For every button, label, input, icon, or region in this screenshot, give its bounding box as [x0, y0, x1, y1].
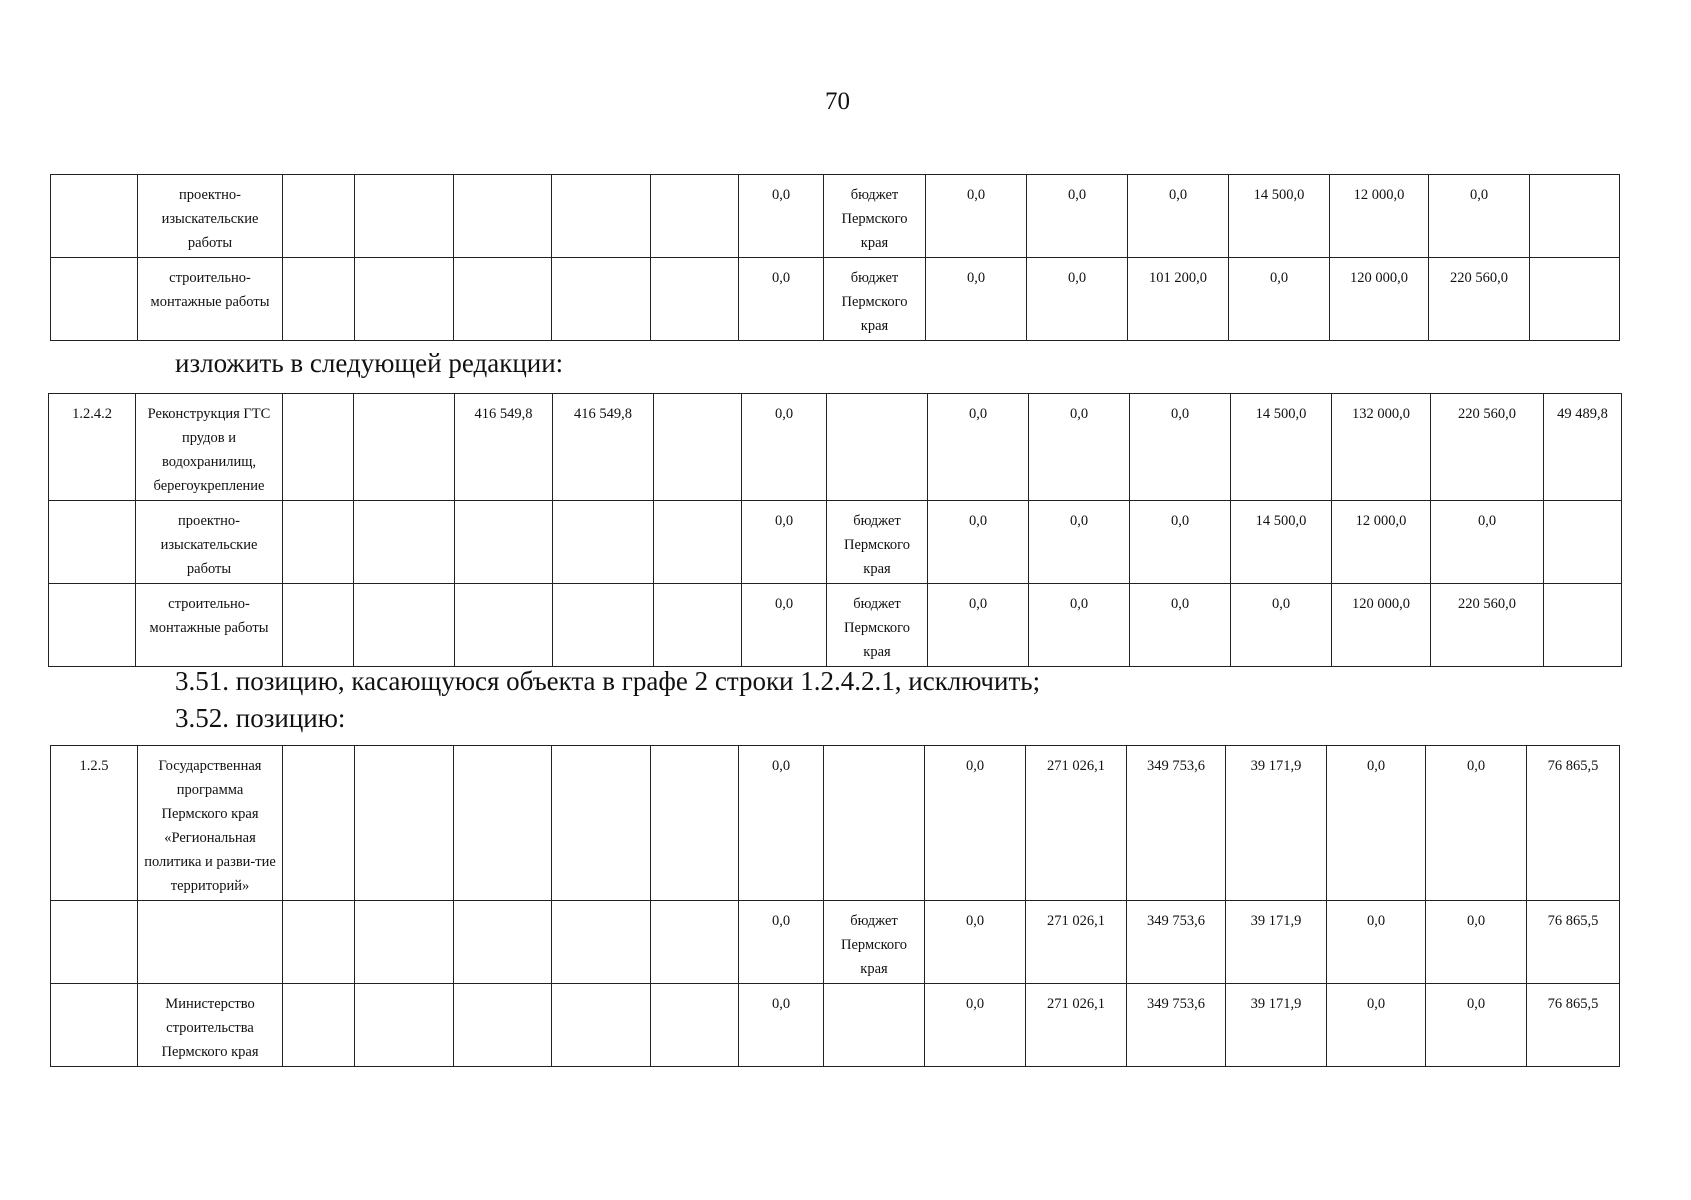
cell-col12: 101 200,0: [1128, 258, 1229, 341]
cell-name: Министерство строительства Пермского края: [138, 984, 283, 1067]
cell-col15: 220 560,0: [1431, 394, 1544, 501]
cell-source: бюджет Пермского края: [827, 501, 928, 584]
cell-col13: 0,0: [1229, 258, 1330, 341]
cell-col14: 120 000,0: [1330, 258, 1429, 341]
table-old-wording: [50, 174, 1620, 341]
cell-col8: 0,0: [742, 584, 827, 667]
cell-col8: 0,0: [739, 984, 824, 1067]
cell-col10: 0,0: [926, 258, 1027, 341]
cell-number: 1.2.5: [51, 746, 138, 901]
cell-col13: 39 171,9: [1226, 984, 1327, 1067]
cell-col11: 271 026,1: [1026, 746, 1127, 901]
cell-col7: [654, 584, 742, 667]
cell-col11: 0,0: [1029, 394, 1130, 501]
cell-col10: 0,0: [928, 501, 1029, 584]
cell-col5: [455, 584, 553, 667]
cell-col16: 49 489,8: [1544, 394, 1622, 501]
cell-col13: 0,0: [1231, 584, 1332, 667]
cell-col15: 220 560,0: [1431, 584, 1544, 667]
cell-source: бюджет Пермского края: [824, 175, 926, 258]
cell-col4: [354, 501, 455, 584]
cell-col7: [654, 501, 742, 584]
cell-col13: 39 171,9: [1226, 901, 1327, 984]
cell-col8: 0,0: [739, 746, 824, 901]
cell-col14: 0,0: [1327, 901, 1426, 984]
cell-source: [824, 984, 925, 1067]
table-row: [51, 984, 1620, 1067]
cell-col11: 0,0: [1027, 258, 1128, 341]
table-row: [51, 901, 1620, 984]
cell-col7: [651, 984, 739, 1067]
cell-col6: [553, 584, 654, 667]
item-3-52: 3.52. позицию:: [175, 703, 346, 733]
cell-name: строительно-монтажные работы: [136, 584, 283, 667]
cell-col3: [283, 175, 355, 258]
cell-col6: [552, 258, 651, 341]
cell-col10: 0,0: [928, 394, 1029, 501]
cell-col16: 76 865,5: [1527, 901, 1620, 984]
table-row: [51, 258, 1620, 341]
cell-col4: [354, 584, 455, 667]
cell-col6: [552, 901, 651, 984]
cell-col5: 416 549,8: [455, 394, 553, 501]
cell-col15: 0,0: [1426, 901, 1527, 984]
cell-col4: [355, 984, 454, 1067]
cell-col16: [1530, 175, 1620, 258]
cell-col10: 0,0: [926, 175, 1027, 258]
cell-col15: 0,0: [1426, 984, 1527, 1067]
cell-col5: [454, 175, 552, 258]
instruction-text: изложить в следующей редакции:: [175, 348, 564, 378]
cell-col3: [283, 394, 354, 501]
cell-number: [49, 501, 136, 584]
cell-col3: [283, 901, 355, 984]
cell-col12: 0,0: [1128, 175, 1229, 258]
cell-col12: 349 753,6: [1127, 901, 1226, 984]
cell-col5: [454, 746, 552, 901]
cell-col11: 271 026,1: [1026, 901, 1127, 984]
cell-number: [49, 584, 136, 667]
cell-col14: 0,0: [1327, 984, 1426, 1067]
cell-col8: 0,0: [739, 175, 824, 258]
cell-col3: [283, 984, 355, 1067]
table-row: [49, 501, 1622, 584]
cell-col3: [283, 501, 354, 584]
cell-name: проектно-изыскательские работы: [136, 501, 283, 584]
cell-name: Государственная программа Пермского края «Региональная политика и разви-тие территорий»: [138, 746, 283, 901]
cell-col14: 12 000,0: [1330, 175, 1429, 258]
cell-source: бюджет Пермского края: [827, 584, 928, 667]
cell-name: проектно-изыскательские работы: [138, 175, 283, 258]
cell-col5: [454, 984, 552, 1067]
cell-col6: [552, 984, 651, 1067]
cell-col16: [1530, 258, 1620, 341]
cell-col6: [552, 175, 651, 258]
cell-col4: [355, 746, 454, 901]
cell-col7: [651, 746, 739, 901]
cell-col15: 220 560,0: [1429, 258, 1530, 341]
cell-col12: 349 753,6: [1127, 746, 1226, 901]
cell-col13: 14 500,0: [1231, 501, 1332, 584]
cell-col13: 39 171,9: [1226, 746, 1327, 901]
cell-col16: [1544, 501, 1622, 584]
cell-col3: [283, 258, 355, 341]
cell-col10: 0,0: [925, 984, 1026, 1067]
cell-source: [827, 394, 928, 501]
cell-number: [51, 175, 138, 258]
cell-col4: [355, 175, 454, 258]
cell-col3: [283, 746, 355, 901]
cell-col11: 0,0: [1029, 501, 1130, 584]
cell-col11: 0,0: [1029, 584, 1130, 667]
cell-col10: 0,0: [925, 746, 1026, 901]
cell-col4: [355, 901, 454, 984]
cell-col16: 76 865,5: [1527, 746, 1620, 901]
cell-col3: [283, 584, 354, 667]
table-new-wording: [48, 393, 1622, 667]
cell-number: [51, 901, 138, 984]
cell-col15: 0,0: [1426, 746, 1527, 901]
table-row: [49, 584, 1622, 667]
cell-col10: 0,0: [928, 584, 1029, 667]
cell-col14: 132 000,0: [1332, 394, 1431, 501]
cell-source: [824, 746, 925, 901]
cell-col6: 416 549,8: [553, 394, 654, 501]
cell-col12: 0,0: [1130, 584, 1231, 667]
cell-col11: 0,0: [1027, 175, 1128, 258]
cell-col6: [552, 746, 651, 901]
cell-col11: 271 026,1: [1026, 984, 1127, 1067]
cell-col16: 76 865,5: [1527, 984, 1620, 1067]
cell-number: [51, 258, 138, 341]
cell-col12: 349 753,6: [1127, 984, 1226, 1067]
cell-col8: 0,0: [739, 258, 824, 341]
cell-source: бюджет Пермского края: [824, 901, 925, 984]
cell-col14: 0,0: [1327, 746, 1426, 901]
cell-col8: 0,0: [742, 394, 827, 501]
cell-col4: [355, 258, 454, 341]
cell-col13: 14 500,0: [1229, 175, 1330, 258]
cell-col16: [1544, 584, 1622, 667]
cell-col12: 0,0: [1130, 501, 1231, 584]
table-position-1-2-5: [50, 745, 1620, 1067]
cell-col8: 0,0: [739, 901, 824, 984]
cell-col12: 0,0: [1130, 394, 1231, 501]
cell-number: 1.2.4.2: [49, 394, 136, 501]
cell-col15: 0,0: [1429, 175, 1530, 258]
cell-col14: 120 000,0: [1332, 584, 1431, 667]
cell-col13: 14 500,0: [1231, 394, 1332, 501]
cell-name: Реконструкция ГТС прудов и водохранилищ, берегоукрепление: [136, 394, 283, 501]
cell-name: строительно-монтажные работы: [138, 258, 283, 341]
cell-col7: [651, 258, 739, 341]
table-row: [51, 746, 1620, 901]
cell-col14: 12 000,0: [1332, 501, 1431, 584]
table-row: [49, 394, 1622, 501]
cell-number: [51, 984, 138, 1067]
cell-name: [138, 901, 283, 984]
cell-col5: [454, 901, 552, 984]
cell-col8: 0,0: [742, 501, 827, 584]
cell-source: бюджет Пермского края: [824, 258, 926, 341]
cell-col7: [651, 901, 739, 984]
cell-col10: 0,0: [925, 901, 1026, 984]
cell-col7: [651, 175, 739, 258]
cell-col5: [454, 258, 552, 341]
cell-col7: [654, 394, 742, 501]
cell-col4: [354, 394, 455, 501]
table-row: [51, 175, 1620, 258]
cell-col6: [553, 501, 654, 584]
cell-col15: 0,0: [1431, 501, 1544, 584]
page-number: 70: [825, 88, 850, 115]
item-3-51: 3.51. позицию, касающуюся объекта в графе 2 строки 1.2.4.2.1, исключить;: [175, 666, 1041, 696]
cell-col5: [455, 501, 553, 584]
